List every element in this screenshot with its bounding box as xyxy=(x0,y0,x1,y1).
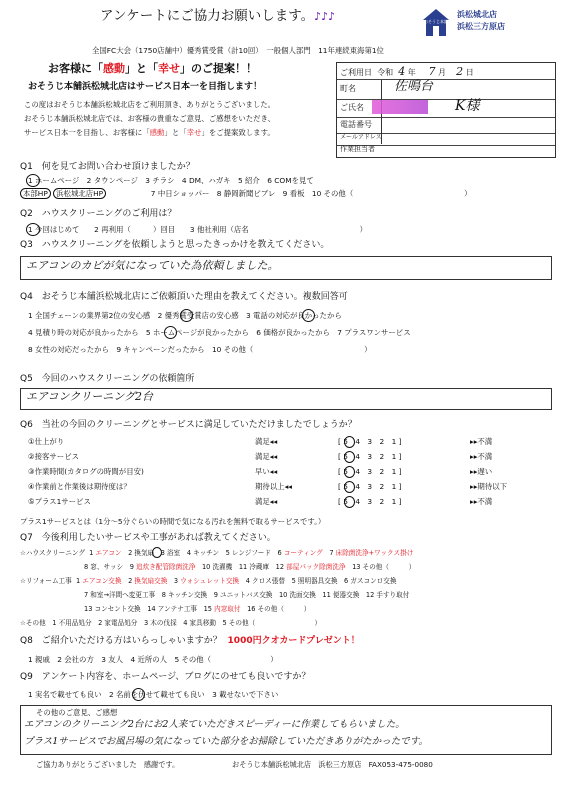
name-label: ご氏名 xyxy=(340,103,364,112)
q1-options-2[interactable]: 本部HP 浜松城北店HP 7 中日ショッパー 8 静岡新聞ビブレ 9 看板 10 その他（ ） xyxy=(20,189,471,198)
q5-answer: エアコンクリーニング2台 xyxy=(26,390,154,403)
q3-answer: エアコンのカビが気になっていた為依頼しました。 xyxy=(26,259,279,272)
intro-line-2: おそうじ本舗浜松城北店はサービス日本一を目指します！ xyxy=(28,82,263,92)
q9-options[interactable]: 1 実名で載せても良い 2 名前を伏せて載せても良い 3 載せないで下さい xyxy=(28,690,279,699)
footer-company: おそうじ本舗浜松城北店 浜松三方原店 FAX053-475-0080 xyxy=(232,760,433,769)
date-row: ご利用日 令和 4 年 7 月 2 日 xyxy=(340,65,474,78)
q4-mark-3 xyxy=(302,309,315,322)
q7-mark-fan xyxy=(152,547,162,558)
intro-line-3: この度はおそうじ本舗浜松城北店をご利用頂き、ありがとうございました。 xyxy=(24,100,275,109)
q6-left-label-5: 満足◂◂ xyxy=(255,497,278,506)
q7-rf-line-2[interactable]: 7 和室→洋間へ変更工事 8 キッチン交換 9 ユニットバス交換 10 洗面交換 11 便器交換 12 手すり取付 xyxy=(84,591,410,599)
q4-options-3[interactable]: 8 女性の対応だったから 9 キャンペーンだったから 10 その他（ ） xyxy=(28,345,372,354)
q6-item-4: ④作業前と作業後は期待度は？ xyxy=(28,482,131,491)
q6-selected-mark-2 xyxy=(344,451,355,463)
comments-line-1: エアコンのクリーニング2台にお2人来ていただきスピーディーに作業してもらいました。 xyxy=(24,719,405,730)
q6-right-label-1: ▸▸不満 xyxy=(470,437,493,446)
q6-item-5: ⑤プラス1サービス xyxy=(28,497,91,506)
q9-mark-2 xyxy=(132,688,145,701)
q6-scale-5[interactable]: [ 5 4 3 2 1 ] xyxy=(338,497,402,506)
q6-item-1: ①仕上がり xyxy=(28,437,65,446)
phone-label: 電話番号 xyxy=(340,120,372,129)
store-name-2: 浜松三方原店 xyxy=(457,22,505,31)
q4-options-1[interactable]: 1 全国チェーンの業界第2位の安心感 2 優秀賞受賞店の安心感 3 電話の対応が良かったから xyxy=(28,311,342,320)
comments-label: その他のご意見、ご感想 xyxy=(36,708,118,717)
name-value[interactable]: K様 xyxy=(455,98,480,114)
q6-selected-mark-3 xyxy=(344,466,355,478)
q6-selected-mark-1 xyxy=(344,436,355,448)
q4-options-2[interactable]: 4 見積り時の対応が良かったから 5 ホームページが良かったから 6 価格が良かったから 7 プラスワンサービス xyxy=(28,328,411,337)
q6-right-label-5: ▸▸不満 xyxy=(470,497,493,506)
q9-label: Q9 アンケート内容を、ホームページ、ブログにのせても良いですか？ xyxy=(20,672,311,682)
q6-note: プラス1サービスとは（1分～5分ぐらいの時間で気になる汚れを無料で取るサービスです。） xyxy=(20,517,326,526)
q6-selected-mark-4 xyxy=(344,481,355,493)
q1-options-1[interactable]: 1 ホームページ 2 タウンページ 3 チラシ 4 DM、ハガキ 5 紹介 6 COMを見て xyxy=(28,176,314,185)
q6-item-2: ②接客サービス xyxy=(28,452,79,461)
q6-right-label-3: ▸▸遅い xyxy=(470,467,493,476)
date-day-value: 2 xyxy=(456,65,464,78)
q1-store-hp[interactable]: 浜松城北店HP xyxy=(53,188,106,199)
award-line: 全国FC大会（1750店舗中）優秀賞受賞（計10回） 一般個人部門 11年連続東海第1位 xyxy=(92,46,384,55)
music-notes-icon: ♪♪♪ xyxy=(314,10,336,23)
kando-word: 感動 xyxy=(103,62,125,75)
q2-selected-mark xyxy=(26,223,40,236)
q6-right-label-4: ▸▸期待以下 xyxy=(470,482,507,491)
q6-item-3: ③作業時間(カタログの時間が目安) xyxy=(28,467,144,476)
date-month-value: 7 xyxy=(428,65,436,78)
q2-options[interactable]: 1 今回はじめて 2 再利用（ ）回目 3 他社利用（店名 ） xyxy=(28,225,367,234)
town-value[interactable]: 佐鳴台 xyxy=(394,79,434,94)
q2-label: Q2 ハウスクリーニングのご利用は？ xyxy=(20,209,177,219)
intro-headline: お客様に「感動」と「幸せ」のご提案！！ xyxy=(48,62,257,75)
q8-promo: 1000円クオカードプレゼント！ xyxy=(227,636,360,646)
q4-label: Q4 おそうじ本舗浜松城北店にご依頼頂いた理由を教えてください。複数回答可 xyxy=(20,292,348,302)
q1-selected-mark xyxy=(26,174,40,187)
q7-hc-line-2[interactable]: 8 窓、サッシ 9 追炊き配管除菌洗浄 10 洗濯機 11 冷蔵庫 12 部屋パック除菌洗浄 13 その他（ ） xyxy=(84,563,416,571)
q7-other-line[interactable]: ☆その他 1 不用品処分 2 家電品処分 3 木の伐採 4 家具移動 5 その他（ ） xyxy=(20,619,322,627)
q1-label: Q1 何を見てお問い合わせ頂けましたか？ xyxy=(20,162,195,172)
intro-line-5: サービス日本一を目指し、お客様に「感動」と「幸せ」をご提案致します。 xyxy=(24,128,275,137)
q4-mark-2 xyxy=(180,309,193,322)
q6-left-label-4: 期待以上◂◂ xyxy=(255,482,292,491)
q8-label: Q8 ご紹介いただける方はいらっしゃいますか？ 1000円クオカードプレゼント！ xyxy=(20,636,360,646)
store-name-1: 浜松城北店 xyxy=(457,10,497,19)
q6-left-label-1: 満足◂◂ xyxy=(255,437,278,446)
q8-options[interactable]: 1 親戚 2 会社の方 3 友人 4 近所の人 5 その他（ ） xyxy=(28,655,278,664)
date-year-value: 4 xyxy=(398,65,406,78)
q3-label: Q3 ハウスクリーニングを依頼しようと思ったきっかけを教えてください。 xyxy=(20,240,330,250)
q7-rf-line-3[interactable]: 13 コンセント交換 14 アンテナ工事 15 内窓取付 16 その他（ ） xyxy=(84,605,311,613)
redacted-block xyxy=(372,100,428,114)
q4-mark-5 xyxy=(164,326,177,339)
survey-title: アンケートにご協力お願いします。♪♪♪ xyxy=(100,8,336,24)
q7-rf-line-1[interactable]: ☆リフォーム工事 1 エアコン交換 2 換気扇交換 3 ウォシュレット交換 4 クロス張替 5 照明器具交換 6 ガスコンロ交換 xyxy=(20,577,397,585)
mail-label: メールアドレス xyxy=(340,134,382,141)
q1-hq-hp[interactable]: 本部HP xyxy=(20,188,51,199)
q6-left-label-2: 満足◂◂ xyxy=(255,452,278,461)
q6-left-label-3: 早い◂◂ xyxy=(255,467,278,476)
q6-scale-2[interactable]: [ 5 4 3 2 1 ] xyxy=(338,452,402,461)
logo-text: おそうじ本舗 xyxy=(424,19,448,24)
comments-line-2: プラス1サービスでお風呂場の気になっていた部分をお掃除していただきありがたかったです。 xyxy=(24,736,429,747)
q6-scale-4[interactable]: [ 5 4 3 2 1 ] xyxy=(338,482,402,491)
q7-hc-line-1[interactable]: ☆ハウスクリーニング 1 エアコン 2 換気扇 3 浴室 4 キッチン 5 レンジフード 6 コーティング 7 床除菌洗浄+ワックス掛け xyxy=(20,549,414,557)
q7-label: Q7 今後利用したいサービスや工事があれば教えてください。 xyxy=(20,533,276,543)
footer-thanks: ご協力ありがとうございました 感謝です。 xyxy=(36,760,180,769)
kofuku-word: 幸せ xyxy=(158,62,180,75)
q6-right-label-2: ▸▸不満 xyxy=(470,452,493,461)
intro-line-4: おそうじ本舗浜松城北店では、お客様の貴重なご意見、ご感想をいただき、 xyxy=(24,114,275,123)
q6-scale-3[interactable]: [ 5 4 3 2 1 ] xyxy=(338,467,402,476)
staff-label: 作業担当者 xyxy=(340,145,375,153)
q6-selected-mark-5 xyxy=(344,496,355,508)
q5-label: Q5 今回のハウスクリーニングの依頼箇所 xyxy=(20,374,195,384)
q6-scale-1[interactable]: [ 5 4 3 2 1 ] xyxy=(338,437,402,446)
town-label: 町名 xyxy=(340,84,356,93)
q6-label: Q6 当社の今回のクリーニングとサービスに満足していただけましたでしょうか？ xyxy=(20,420,357,430)
store-logo xyxy=(422,7,450,37)
